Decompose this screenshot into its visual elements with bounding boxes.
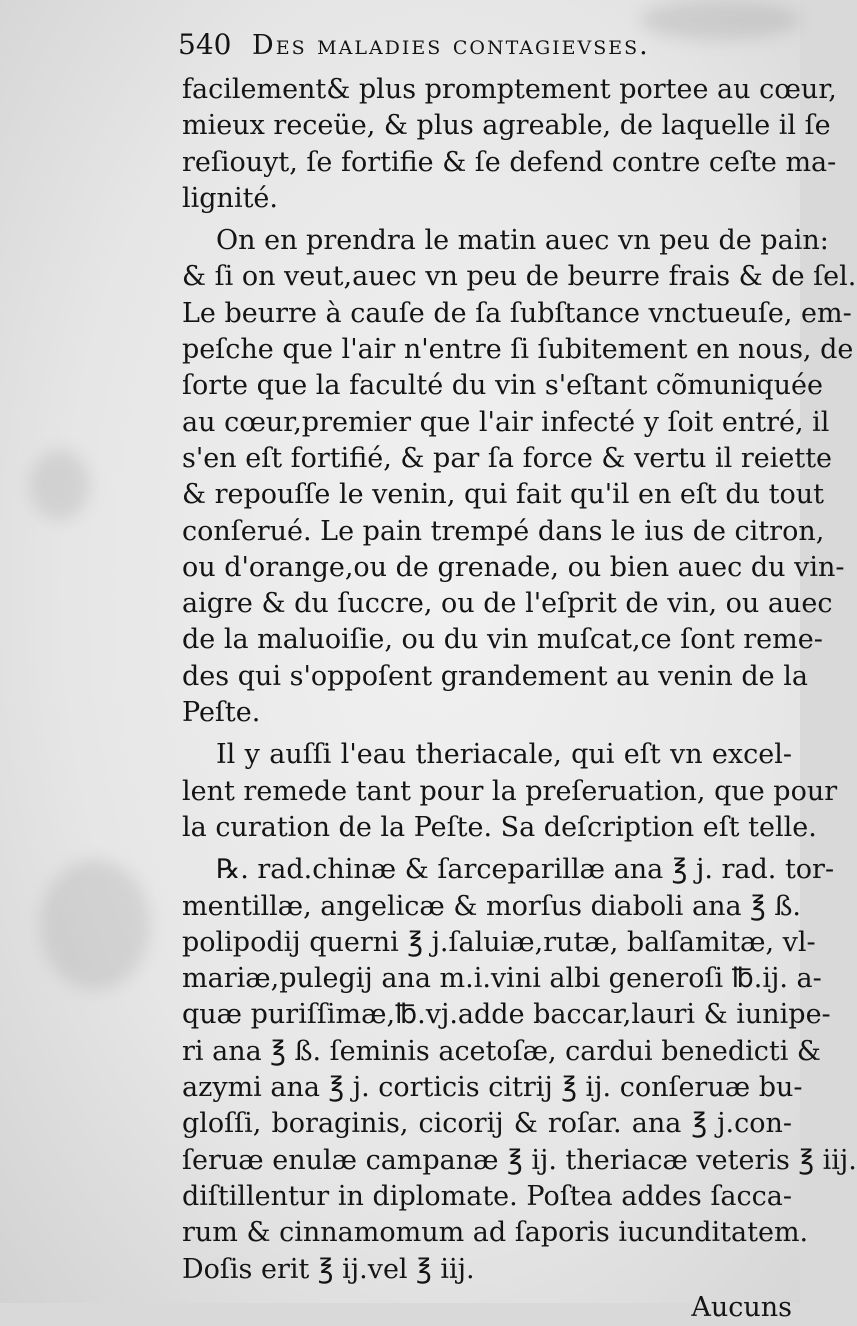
text-line: ſeruæ enulæ campanæ ℥ ij. theriacæ veteris ℥ iij. — [182, 1144, 857, 1176]
text-line: reſiouyt, ſe fortifie & ſe defend contre ceſte ma- — [182, 146, 837, 178]
text-line: ſorte que la faculté du vin s'eſtant cõmuniquée — [182, 370, 823, 402]
text-line: rum & cinnamomum ad ſaporis iucunditatem. — [182, 1217, 809, 1249]
text-line: de la maluoiſie, ou du vin muſcat,ce ſont reme- — [182, 624, 823, 656]
page-stain — [30, 450, 90, 520]
text-line: conſerué. Le pain trempé dans le ius de citron, — [182, 515, 825, 547]
page-stain — [40, 860, 150, 990]
catchword: Aucuns — [691, 1291, 792, 1323]
text-line: au cœur,premier que l'air infecté y ſoit entré, il — [182, 406, 830, 438]
text-line: On en prendra le matin auec vn peu de pain: — [216, 225, 829, 257]
text-line: & repouſſe le venin, qui fait qu'il en eſt du tout — [182, 479, 824, 511]
text-line: Peſte. — [182, 697, 261, 729]
text-line: ri ana ℥ ß. ſeminis acetoſæ, cardui benedicti & — [182, 1035, 821, 1067]
running-title: Des maladies contagievses. — [252, 30, 650, 61]
text-line: Doſis erit ℥ ij.vel ℥ iij. — [182, 1253, 475, 1285]
text-line: mieux receüe, & plus agreable, de laquelle il ſe — [182, 110, 831, 142]
text-line: des qui s'oppoſent grandement au venin de la — [182, 660, 808, 692]
text-line: & ſi on veut,auec vn peu de beurre frais & de ſel. — [182, 261, 857, 293]
text-line: azymi ana ℥ j. corticis citrij ℥ ij. conſeruæ bu- — [182, 1072, 803, 1104]
text-line: aigre & du ſuccre, ou de l'eſprit de vin, ou auec — [182, 588, 833, 620]
page-number: 540 — [178, 28, 232, 61]
text-line: lent remede tant pour la preſeruation, que pour — [182, 775, 838, 807]
text-line: gloſſi, boraginis, cicorij & roſar. ana ℥ j.con- — [182, 1108, 792, 1140]
text-block — [182, 72, 857, 1326]
text-line: quæ puriſſimæ,℔.vj.adde baccar,lauri & iunipe- — [182, 999, 831, 1031]
text-line: Il y auſſi l'eau theriacale, qui eſt vn excel- — [216, 739, 792, 771]
text-line: s'en eſt fortifié, & par ſa force & vertu il reiette — [182, 442, 833, 474]
text-line: polipodij querni ℥ j.ſaluiæ,rutæ, balſamitæ, vl- — [182, 926, 816, 958]
text-line: ou d'orange,ou de grenade, ou bien auec du vin- — [182, 551, 845, 583]
page-header — [178, 28, 778, 68]
text-line: peſche que l'air n'entre ſi ſubitement en nous, de — [182, 334, 854, 366]
text-line: mentillæ, angelicæ & morſus diaboli ana ℥ ß. — [182, 890, 801, 922]
text-line: facilement& plus promptement portee au cœur, — [182, 74, 837, 105]
text-line: lignité. — [182, 182, 278, 214]
text-line: Le beurre à cauſe de ſa ſubſtance vnctueuſe, em- — [182, 297, 852, 329]
text-line: la curation de la Peſte. Sa deſcription eſt telle. — [182, 811, 817, 843]
text-line: mariæ,pulegij ana m.i.vini albi generoſi ℔.ij. a- — [182, 963, 822, 995]
text-line: ℞. rad.chinæ & ſarceparillæ ana ℥ j. rad. tor- — [216, 854, 835, 886]
text-line: diſtillentur in diplomate. Poſtea addes ſacca- — [182, 1180, 792, 1212]
